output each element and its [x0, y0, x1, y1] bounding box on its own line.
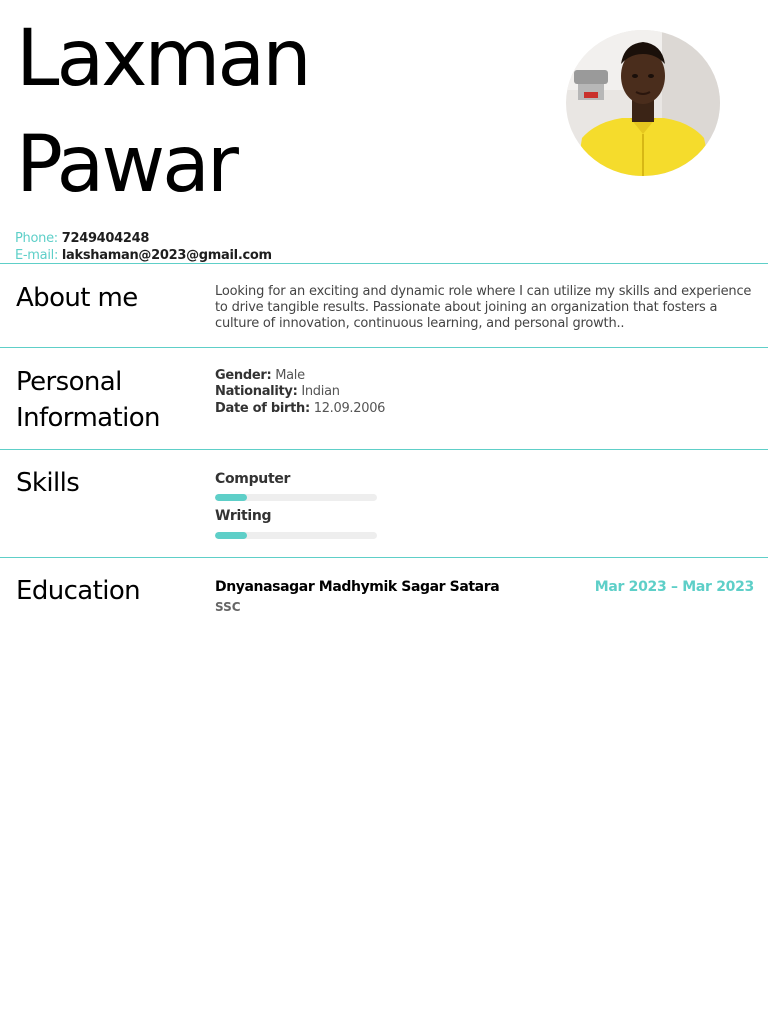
education-title: Education	[16, 576, 141, 606]
email-value[interactable]: lakshaman@2023@gmail.com	[61, 248, 272, 263]
phone-label: Phone:	[15, 231, 58, 246]
phone-row	[15, 231, 149, 247]
about-text: Looking for an exciting and dynamic role where I can utilize my skills and experience to drive tangible results. Passionate about joining an organization that fosters a culture of innovation, continuous learning, and personal growth..	[215, 284, 752, 331]
nationality-label: Nationality:	[215, 384, 298, 399]
skill-bar	[215, 494, 377, 501]
nationality-value: Indian	[301, 384, 340, 399]
education-school: Dnyanasagar Madhymik Sagar Satara	[215, 579, 500, 595]
skill-bar-fill	[215, 532, 247, 539]
gender-row	[215, 368, 305, 384]
divider	[0, 557, 768, 558]
education-dates: Mar 2023 – Mar 2023	[594, 579, 754, 595]
email-row	[15, 248, 272, 264]
dob-label: Date of birth:	[215, 401, 310, 416]
gender-value: Male	[275, 368, 305, 383]
first-name: Laxman	[16, 14, 309, 104]
divider	[0, 347, 768, 348]
personal-title-line1: Personal	[16, 367, 122, 397]
divider	[0, 449, 768, 450]
profile-photo	[566, 30, 720, 176]
skill-name: Computer	[215, 471, 291, 487]
skill-bar-fill	[215, 494, 247, 501]
education-degree: SSC	[215, 600, 241, 614]
divider	[0, 263, 768, 264]
last-name: Pawar	[16, 120, 236, 210]
skill-bar	[215, 532, 377, 539]
skills-title: Skills	[16, 468, 80, 498]
profile-photo-illustration	[566, 30, 720, 176]
gender-label: Gender:	[215, 368, 272, 383]
phone-value[interactable]: 7249404248	[61, 231, 150, 246]
email-label: E-mail:	[15, 248, 59, 263]
personal-title-line2: Information	[16, 403, 160, 433]
about-title: About me	[16, 283, 138, 313]
nationality-row	[215, 384, 340, 400]
skill-name: Writing	[215, 508, 272, 524]
dob-row	[215, 401, 385, 417]
dob-value: 12.09.2006	[313, 401, 386, 416]
